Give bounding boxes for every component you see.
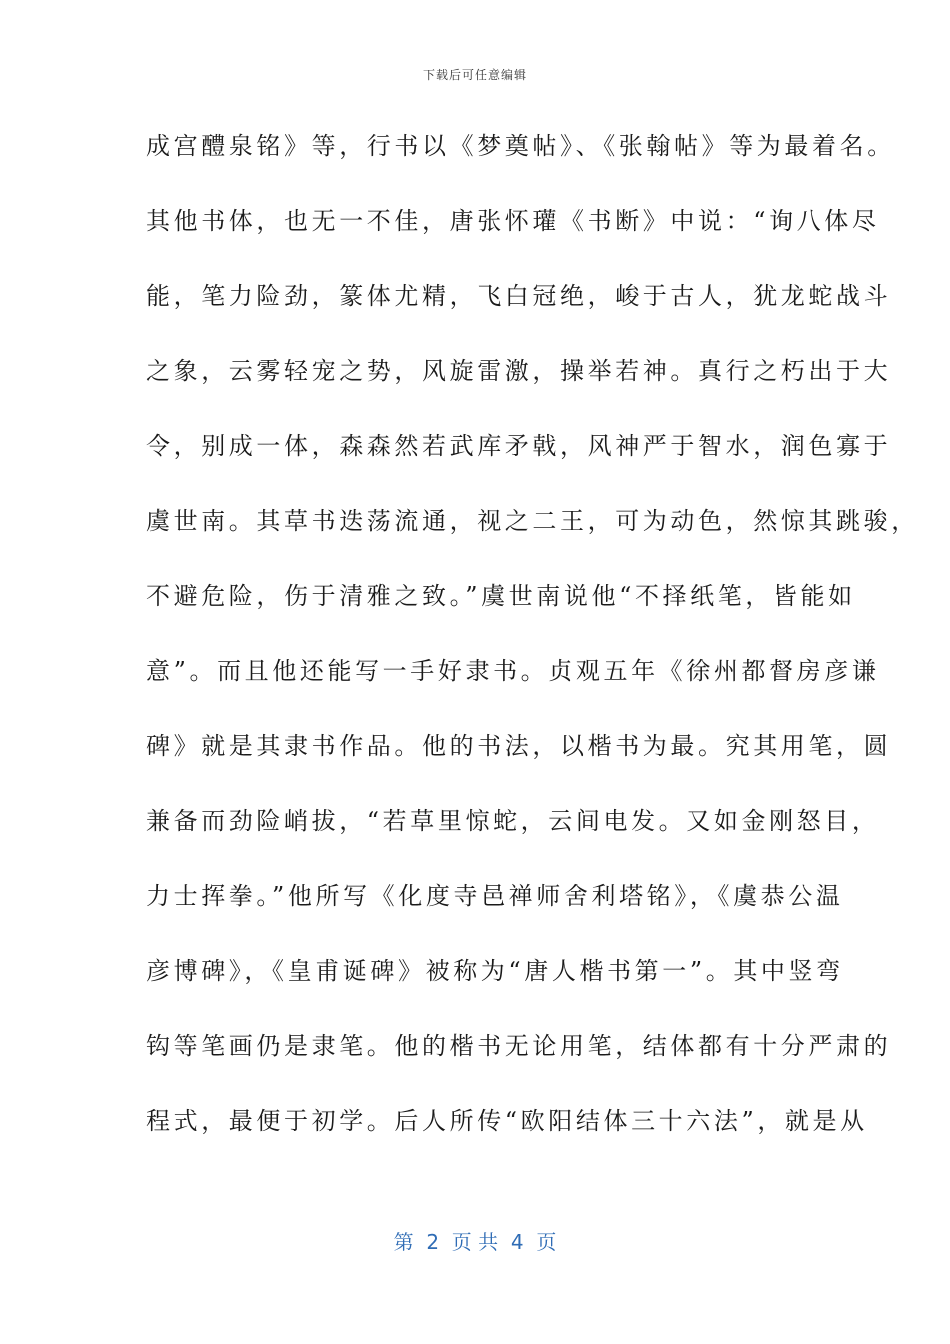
text-line: 程式，最便于初学。后人所传“欧阳结体三十六法”，就是从 — [146, 1107, 868, 1135]
text-line: 意”。而且他还能写一手好隶书。贞观五年《徐州都督房彦谦 — [146, 657, 880, 685]
text-line: 力士挥拳。”他所写《化度寺邑禅师舍利塔铭》，《虞恭公温 — [146, 882, 844, 910]
document-body — [146, 124, 919, 1174]
text-line: 能，笔力险劲，篆体尤精，飞白冠绝，峻于古人，犹龙蛇战斗 — [146, 282, 892, 310]
text-line: 兼备而劲险峭拔，“若草里惊蛇，云间电发。又如金刚怒目， — [146, 807, 880, 835]
text-line: 碑》就是其隶书作品。他的书法，以楷书为最。究其用笔，圆 — [146, 732, 892, 760]
text-line: 不避危险，伤于清雅之致。”虞世南说他“不择纸笔，皆能如 — [146, 582, 856, 610]
page-number-footer: 第 2 页 共 4 页 — [393, 1230, 557, 1254]
text-line: 彦博碑》，《皇甫诞碑》被称为“唐人楷书第一”。其中竖弯 — [146, 957, 844, 985]
text-line: 令，别成一体，森森然若武库矛戟，风神严于智水，润色寡于 — [146, 432, 892, 460]
text-line: 之象，云雾轻宠之势，风旋雷激，操举若神。真行之朽出于大 — [146, 357, 892, 385]
text-line: 虞世南。其草书迭荡流通，视之二王，可为动色，然惊其跳骏， — [146, 507, 919, 535]
page-header-note: 下载后可任意编辑 — [422, 68, 527, 82]
text-line: 钩等笔画仍是隶笔。他的楷书无论用笔，结体都有十分严肃的 — [146, 1032, 892, 1060]
text-line: 其他书体，也无一不佳，唐张怀瓘《书断》中说：“询八体尽 — [146, 207, 880, 235]
text-line: 成宫醴泉铭》等，行书以《梦奠帖》、《张翰帖》等为最着名。 — [146, 132, 895, 160]
